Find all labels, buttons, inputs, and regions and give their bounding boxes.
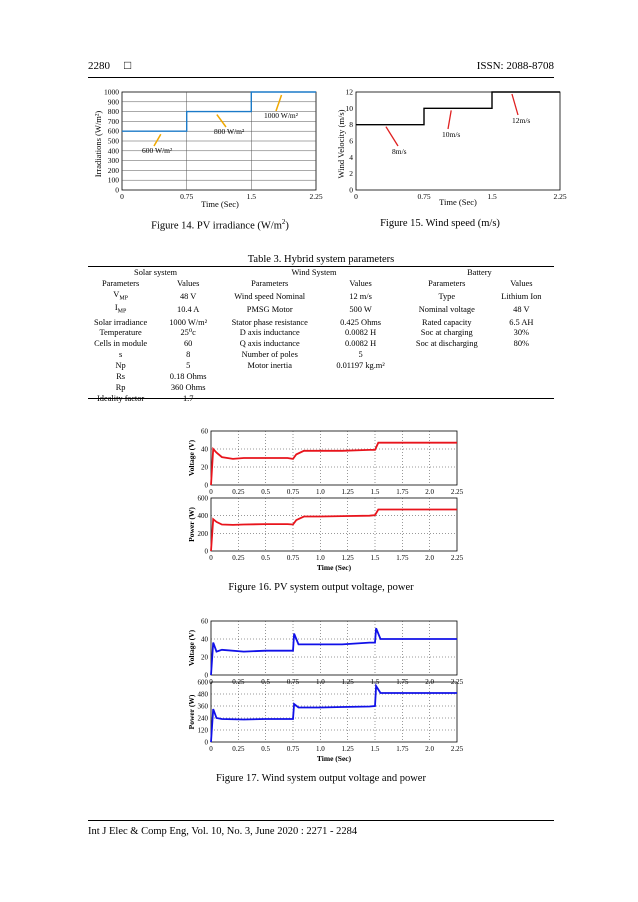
fig15-ytick-label: 6 bbox=[349, 136, 353, 146]
table-cell: 0.0082 H bbox=[344, 339, 377, 349]
table-row bbox=[88, 303, 554, 317]
table-3 bbox=[88, 268, 554, 404]
table-cell: 360 Ohms bbox=[170, 382, 206, 392]
table-cell: 8 bbox=[186, 350, 191, 360]
table-cell: $I_{MP}$ bbox=[114, 303, 127, 316]
fig14-ytick-label: 300 bbox=[107, 156, 119, 166]
table-cell: $V_{MP}$ bbox=[113, 289, 128, 302]
fig16-voltage-ytick-label: 60 bbox=[201, 427, 208, 436]
fig17-voltage-xtick-label: 1.5 bbox=[370, 678, 380, 686]
fig15-series-line bbox=[356, 92, 560, 125]
table-cell bbox=[316, 382, 405, 393]
fig15-annotation-arrow bbox=[448, 110, 451, 129]
table-cell: Ideality factor bbox=[97, 393, 145, 403]
fig14-annotation-arrow bbox=[154, 134, 161, 146]
fig14-xtick-label: 0 bbox=[120, 192, 124, 201]
fig17-power-ytick-label: 120 bbox=[197, 726, 208, 735]
table-column-header: Parameters bbox=[251, 279, 289, 289]
table-cell: 25⁰c bbox=[180, 328, 196, 338]
ylabel: Voltage (V) bbox=[187, 629, 196, 667]
fig16-voltage-xtick-label: 2.25 bbox=[450, 488, 464, 496]
fig15-ytick-label: 2 bbox=[349, 169, 353, 179]
table-cell: Wind speed Nominal bbox=[234, 291, 306, 301]
table-column-header: Parameters bbox=[428, 279, 466, 289]
fig17-voltage-xtick-label: 1.0 bbox=[315, 678, 325, 686]
table-cell bbox=[405, 382, 489, 393]
fig17-power-ytick-label: 240 bbox=[197, 714, 208, 723]
fig16-power-ytick-label: 400 bbox=[197, 512, 208, 521]
fig16-voltage-xtick-label: 0.5 bbox=[261, 488, 271, 496]
fig14-ytick-label: 700 bbox=[107, 116, 119, 126]
fig17-voltage-xtick-label: 0.75 bbox=[286, 678, 300, 686]
fig14-ytick-label: 100 bbox=[107, 175, 119, 185]
fig17-power-xtick-label: 1.5 bbox=[370, 745, 380, 753]
fig14-annotation-arrow bbox=[217, 115, 226, 127]
fig17-voltage-xtick-label: 0 bbox=[209, 678, 213, 686]
table-cell: 48 V bbox=[179, 291, 197, 301]
table-cell: 6.5 AH bbox=[509, 317, 534, 327]
fig15-ytick-label: 10 bbox=[345, 103, 353, 113]
table-cell: Np bbox=[115, 361, 126, 371]
fig15-frame bbox=[356, 92, 560, 190]
fig14-frame bbox=[122, 92, 316, 190]
footer-rule bbox=[88, 820, 554, 821]
fig16-power-ytick-label: 200 bbox=[197, 529, 208, 538]
ylabel: Voltage (V) bbox=[187, 439, 196, 477]
fig15-xtick-label: 2.25 bbox=[553, 192, 567, 201]
fig17-power-series-line bbox=[211, 686, 457, 742]
footer-journal: Int J Elec & Comp Eng, Vol. 10, No. 3, June 2020 : 2271 - 2284 bbox=[88, 826, 358, 837]
figure-14-caption: Figure 14. PV irradiance $(W/m^2)$ bbox=[151, 218, 289, 232]
header-rule bbox=[88, 77, 554, 78]
fig17-power-ytick-label: 600 bbox=[197, 678, 208, 687]
table-top-rule bbox=[88, 266, 554, 267]
table-row bbox=[88, 339, 554, 350]
fig17-power-xtick-label: 1.25 bbox=[341, 745, 354, 753]
fig15-ylabel: Wind Velocity (m/s) bbox=[336, 109, 346, 179]
fig17-voltage-xtick-label: 2.25 bbox=[450, 678, 464, 686]
fig17-power-ytick-label: 360 bbox=[197, 702, 208, 711]
table-cell: Solar irradiance bbox=[93, 317, 148, 327]
fig17-power-xtick-label: 0.5 bbox=[261, 745, 271, 753]
fig17-voltage-xtick-label: 0.25 bbox=[232, 678, 245, 686]
fig16-voltage-xtick-label: 1.0 bbox=[315, 488, 325, 496]
fig16-power-series-line bbox=[211, 510, 457, 552]
fig16-power-xtick-label: 0 bbox=[209, 554, 213, 562]
fig14-annotation-label: 800 W/m² bbox=[214, 127, 245, 136]
table-cell bbox=[489, 350, 554, 361]
table-group-header: Battery bbox=[467, 268, 492, 278]
fig16-power-ytick-label: 600 bbox=[197, 494, 208, 503]
table-cell: 500 W bbox=[349, 305, 372, 315]
table-cell: Stator phase resistance bbox=[231, 317, 308, 327]
table-cell: 1000 W/m² bbox=[169, 317, 208, 327]
fig14-ytick-label: 800 bbox=[107, 107, 119, 117]
table-column-header-row bbox=[88, 279, 554, 290]
table-cell bbox=[405, 350, 489, 361]
table-cell: Nominal voltage bbox=[418, 305, 475, 315]
fig15-annotation-label: 10m/s bbox=[442, 130, 461, 139]
table-cell: Cells in module bbox=[94, 339, 148, 349]
fig16-voltage-xtick-label: 0.25 bbox=[232, 488, 245, 496]
fig17-voltage-frame bbox=[211, 621, 457, 675]
fig17-power-xtick-label: 1.75 bbox=[396, 745, 409, 753]
table-cell: 10.4 A bbox=[177, 305, 200, 315]
table-row bbox=[88, 361, 554, 372]
fig14-annotation-arrow bbox=[276, 95, 282, 111]
fig15-annotation-label: 8m/s bbox=[392, 147, 407, 156]
fig17-voltage-xtick-label: 0.5 bbox=[261, 678, 271, 686]
table-cell: Rp bbox=[115, 382, 126, 392]
table-cell: 5 bbox=[186, 361, 191, 371]
table-group-header: Solar system bbox=[134, 268, 178, 278]
fig14-ytick-label: 0 bbox=[115, 185, 119, 195]
table-row bbox=[88, 290, 554, 304]
fig16-power-xtick-label: 0.5 bbox=[261, 554, 271, 562]
table-cell: 0.0082 H bbox=[344, 328, 377, 338]
table-cell: 1.7 bbox=[182, 393, 194, 403]
fig14-xlabel: Time (Sec) bbox=[201, 199, 239, 209]
fig14-series-line bbox=[122, 92, 316, 131]
fig17-power-xtick-label: 1.0 bbox=[315, 745, 325, 753]
fig17-voltage-xtick-label: 1.25 bbox=[341, 678, 354, 686]
table-cell: Rated capacity bbox=[422, 317, 472, 327]
fig16-power-xtick-label: 2.25 bbox=[450, 554, 464, 562]
table-cell: 30% bbox=[513, 328, 530, 338]
fig17-power-frame bbox=[211, 682, 457, 742]
fig16-power-frame bbox=[211, 498, 457, 551]
table-column-header: Parameters bbox=[102, 279, 140, 289]
fig16-voltage-xtick-label: 0.75 bbox=[286, 488, 300, 496]
fig17-voltage-series-line bbox=[211, 628, 457, 675]
table-cell: D axis inductance bbox=[239, 328, 300, 338]
fig17-voltage-ytick-label: 40 bbox=[201, 635, 208, 644]
table-row bbox=[88, 372, 554, 383]
figure-16-caption: Figure 16. PV system output voltage, power bbox=[228, 582, 414, 593]
table-cell: 0.01197 kg.m² bbox=[336, 361, 385, 371]
fig17-power-ytick-label: 480 bbox=[197, 690, 208, 699]
fig17-voltage-ytick-label: 0 bbox=[204, 671, 208, 680]
xlabel: Time (Sec) bbox=[316, 563, 352, 572]
fig15-xtick-label: 0 bbox=[354, 192, 358, 201]
table-cell bbox=[405, 372, 489, 383]
table-row bbox=[88, 350, 554, 361]
fig16-power-xtick-label: 1.5 bbox=[370, 554, 380, 562]
fig14-annotation-label: 600 W/m² bbox=[142, 146, 173, 155]
table-cell: Lithium Ion bbox=[501, 291, 542, 301]
table-column-header: Values bbox=[177, 279, 200, 289]
page-number: 2280 bbox=[88, 60, 110, 72]
xlabel: Time (Sec) bbox=[316, 754, 352, 763]
table-cell: s bbox=[118, 350, 123, 360]
fig15-xlabel: Time (Sec) bbox=[439, 197, 477, 207]
table-group-header: Wind System bbox=[291, 268, 337, 278]
fig16-voltage-frame bbox=[211, 431, 457, 485]
fig16-power-ytick-label: 0 bbox=[204, 547, 208, 556]
fig16-power-xtick-label: 0.25 bbox=[232, 554, 245, 562]
fig16-voltage-ytick-label: 40 bbox=[201, 445, 208, 454]
fig14-ytick-label: 400 bbox=[107, 146, 119, 156]
ylabel: Power (W) bbox=[187, 694, 196, 730]
fig17-voltage-ytick-label: 20 bbox=[201, 653, 208, 662]
fig16-voltage-xtick-label: 0 bbox=[209, 488, 213, 496]
fig14-ytick-label: 500 bbox=[107, 136, 119, 146]
fig16-power-xtick-label: 1.25 bbox=[341, 554, 354, 562]
table-cell: 60 bbox=[183, 339, 193, 349]
ylabel: Power (W) bbox=[187, 507, 196, 542]
fig17-voltage-xtick-label: 2.0 bbox=[425, 678, 435, 686]
table-cell bbox=[489, 382, 554, 393]
table-column-header: Values bbox=[349, 279, 372, 289]
figure-15-caption: Figure 15. Wind speed (m/s) bbox=[380, 218, 500, 229]
fig14-annotation-label: 1000 W/m² bbox=[264, 111, 298, 120]
table-cell: 0.425 Ohms bbox=[340, 317, 382, 327]
fig14-xtick-label: 0.75 bbox=[180, 192, 194, 201]
table-cell bbox=[489, 361, 554, 372]
table-cell: Q axis inductance bbox=[239, 339, 300, 349]
table-cell: 12 m/s bbox=[349, 291, 372, 301]
fig15-ytick-label: 4 bbox=[349, 152, 353, 162]
fig16-voltage-ytick-label: 20 bbox=[201, 463, 208, 472]
fig16-voltage-xtick-label: 1.25 bbox=[341, 488, 354, 496]
table-cell bbox=[223, 372, 316, 383]
fig14-ytick-label: 200 bbox=[107, 165, 119, 175]
fig17-voltage-xtick-label: 1.75 bbox=[396, 678, 409, 686]
fig16-power-xtick-label: 2.0 bbox=[425, 554, 435, 562]
fig14-xtick-label: 2.25 bbox=[309, 192, 323, 201]
table-row bbox=[88, 382, 554, 393]
fig16-power-xtick-label: 1.75 bbox=[396, 554, 409, 562]
fig17-power-xtick-label: 0.75 bbox=[286, 745, 300, 753]
fig15-annotation-arrow bbox=[512, 94, 518, 115]
table-cell bbox=[405, 361, 489, 372]
fig15-annotation-label: 12m/s bbox=[512, 116, 531, 125]
fig17-power-xtick-label: 2.25 bbox=[450, 745, 464, 753]
issn: ISSN: 2088-8708 bbox=[476, 60, 554, 72]
table-cell: 80% bbox=[513, 339, 530, 349]
fig16-voltage-ytick-label: 0 bbox=[204, 481, 208, 490]
fig16-voltage-series-line bbox=[211, 443, 457, 485]
table-cell bbox=[223, 382, 316, 393]
table-column-header: Values bbox=[510, 279, 533, 289]
fig15-ytick-label: 0 bbox=[349, 185, 353, 195]
fig17-power-xtick-label: 0 bbox=[209, 745, 213, 753]
figure-17-caption: Figure 17. Wind system output voltage and power bbox=[216, 773, 426, 784]
fig15-xtick-label: 0.75 bbox=[417, 192, 431, 201]
table-cell: 0.18 Ohms bbox=[169, 372, 207, 382]
fig14-ytick-label: 1000 bbox=[104, 87, 119, 97]
fig14-ytick-label: 900 bbox=[107, 97, 119, 107]
table-cell: Temperature bbox=[99, 328, 142, 338]
fig16-voltage-xtick-label: 1.5 bbox=[370, 488, 380, 496]
fig17-power-ytick-label: 0 bbox=[204, 738, 208, 747]
table-cell: Soc at charging bbox=[420, 328, 473, 338]
fig15-ytick-label: 12 bbox=[345, 87, 353, 97]
table-row bbox=[88, 328, 554, 339]
table-cell bbox=[489, 372, 554, 383]
table-cell: 48 V bbox=[513, 305, 530, 315]
fig17-power-xtick-label: 0.25 bbox=[232, 745, 245, 753]
table-bottom-rule bbox=[88, 398, 554, 399]
table-cell: 5 bbox=[358, 350, 363, 360]
fig15-xtick-label: 1.5 bbox=[487, 192, 497, 201]
table-cell bbox=[316, 372, 405, 383]
table-cell: Motor inertia bbox=[247, 361, 292, 371]
fig15-ytick-label: 8 bbox=[349, 120, 353, 130]
fig14-ytick-label: 600 bbox=[107, 126, 119, 136]
table-3-title: Table 3. Hybrid system parameters bbox=[247, 254, 395, 265]
table-group-header-row bbox=[88, 268, 554, 279]
table-cell: PMSG Motor bbox=[246, 305, 293, 315]
fig16-voltage-xtick-label: 2.0 bbox=[425, 488, 435, 496]
fig14-ylabel: Irradiations (W/m²) bbox=[93, 110, 103, 178]
table-cell: Type bbox=[438, 291, 456, 301]
table-cell: Number of poles bbox=[241, 350, 298, 360]
fig14-xtick-label: 1.5 bbox=[246, 192, 257, 201]
table-cell: Rs bbox=[116, 372, 126, 382]
header-separator-icon: □ bbox=[124, 58, 132, 72]
fig17-voltage-ytick-label: 60 bbox=[201, 617, 208, 626]
fig17-power-xtick-label: 2.0 bbox=[425, 745, 435, 753]
fig16-voltage-xtick-label: 1.75 bbox=[396, 488, 409, 496]
table-cell: Soc at discharging bbox=[415, 339, 478, 349]
fig16-power-xtick-label: 1.0 bbox=[315, 554, 325, 562]
table-row bbox=[88, 317, 554, 328]
fig16-power-xtick-label: 0.75 bbox=[286, 554, 300, 562]
fig15-annotation-arrow bbox=[386, 127, 398, 146]
